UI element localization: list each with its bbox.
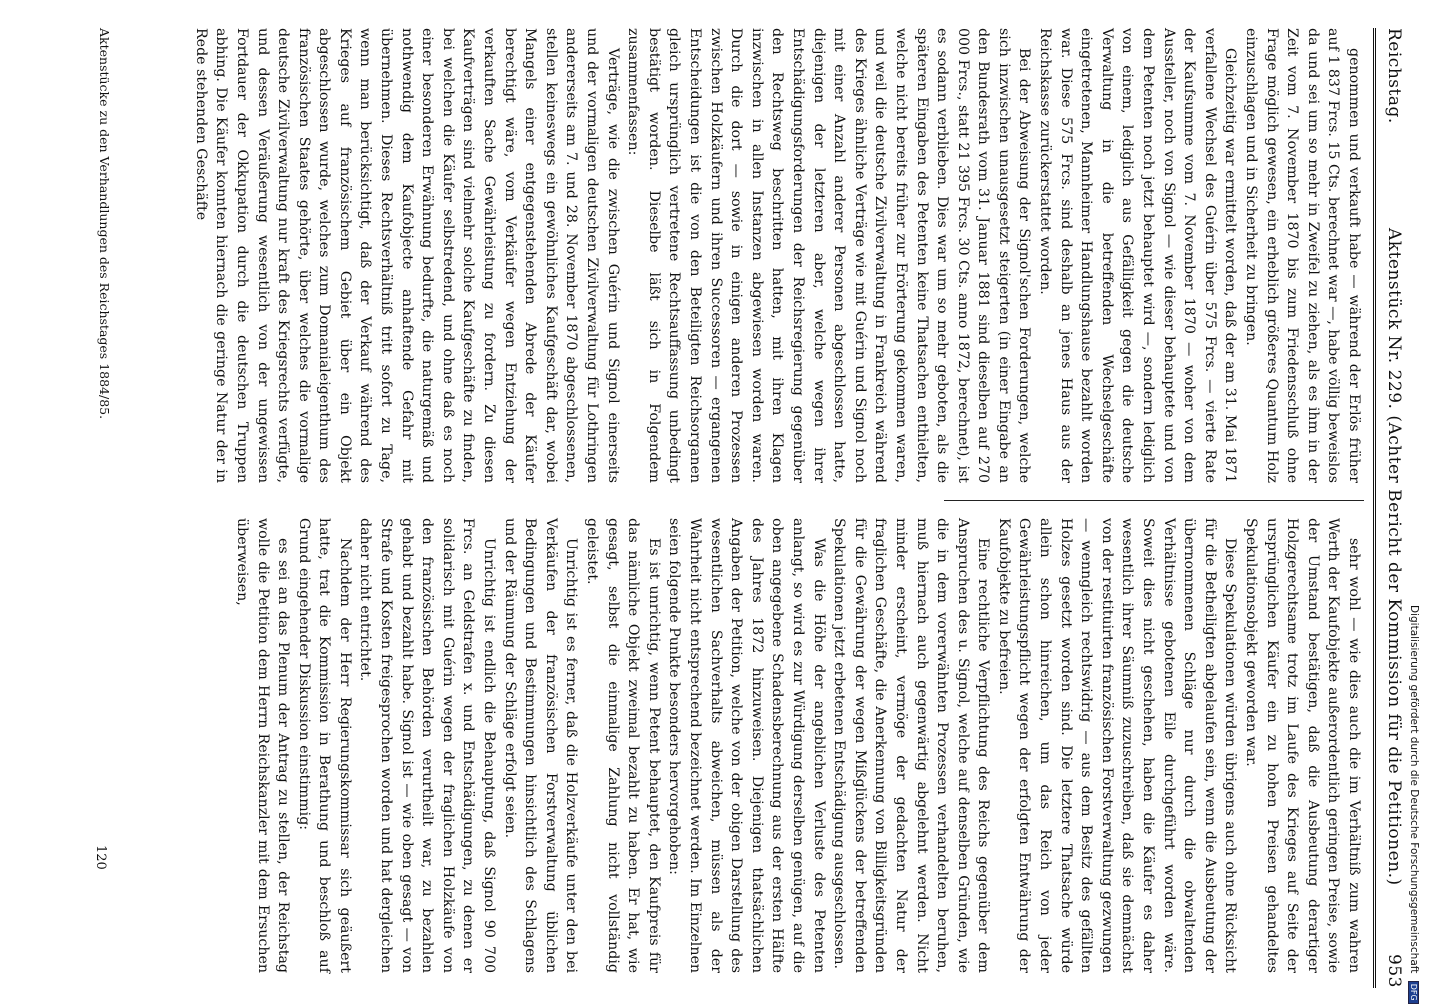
paragraph: Nachdem der Herr Regierungskommissar sich geäußert hatte, trat die Kommission in Berathung und beschloß auf Grund eingehender Diskussion einstimmig: <box>295 518 353 973</box>
footer-note: Aktenstücke zu den Verhandlungen des Reichstages 1884/85. <box>97 28 112 420</box>
paragraph: Eine rechtliche Verpflichtung des Reichs gegenüber dem Anspruchen des u. Signol, welche auf denselben Gründen, wie die in dem vorerwähnten Prozessen verhandelten beruhen, muß hiernach auch gegenwärtig abgelehnt werden. Nicht minder erscheint, vermöge der gedachten Natur der fraglichen Geschäfte, die Anerkennung von Billigkeitsgründen für die Gewährung der wegen Mißglückens der betreffenden Spekulationen jetzt erbetenen Entschädigung ausgeschlossen. <box>831 518 992 973</box>
paragraph: genommen und verkauft habe — während der Erlös früher auf 1 837 Frcs. 15 Cts. berechnet war —, habe völlig beweislos da und sei um so mehr in Zweifel zu ziehen, als es ihm in der Zeit vom 7. November 1870 bis zum Friedensschluß ohne Frage möglich gewesen, ein erheblich größeres Quantum Holz einzuschlagen und in Sicherheit zu bringen. <box>1243 28 1362 483</box>
header-page-number: 953 <box>1384 954 1404 988</box>
paragraph: Was die Höhe der angeblichen Verluste des Petenten anlangt, so wird es zur Würdigung derselben genügen, auf die oben angegebene Schadensberechnung aus der ersten Hälfte des Jahres 1872 hinzuweisen. Diejenigen thatsächlichen Angaben der Petition, welche von der obigen Darstellung des wesentlichen Sachverhalts abweichen, müssen als der Wahrheit nicht entsprechend bezeichnet werden. Im Einzelnen seien folgende Punkte besonders hervorgehoben: <box>666 518 827 973</box>
header-left: Reichstag. <box>1384 28 1404 124</box>
paragraph: Bei der Abweisung der Signol'schen Forderungen, welche sich inzwischen unausgesetzt steigerten (in einer Eingabe an den Bundesrath vom 31. Januar 1881 sind dieselben auf 270 000 Frcs., statt 21 395 Frcs. 30 Cts. anno 1872, berechnet), ist es sodann verblieben. Dies war um so mehr geboten, als die späteren Eingaben des Petenten keine Thatsachen enthielten, welche nicht bereits früher zur Erörterung gekommen waren, und weil die deutsche Zivilverwaltung in Frankreich während des Krieges ähnliche Verträge wie mit Guérin und Signol noch mit einer Anzahl anderer Personen abgeschlossen hatte, diejenigen der letzteren aber, welche wegen ihrer Entschädigungsforderungen der Reichsregierung gegenüber den Rechtsweg beschritten hatten, mit ihren Klagen inzwischen in allen Instanzen abgewiesen worden waren. Durch die dort — sowie in einigen anderen Prozessen zwischen Holzkäufern und ihren Successoren — ergangenen Entscheidungen ist die von den Beteiligten Reichsorganen gleich ursprünglich vertretene Rechtsauffassung unbedingt bestätigt worden. Dieselbe läßt sich in Folgendem zusammenfassen: <box>625 28 1033 483</box>
footer-page-number: 120 <box>93 845 108 870</box>
page-header <box>1376 28 1410 988</box>
text-column-right <box>231 518 1364 973</box>
paragraph: Gleichzeitig war ermittelt worden, daß der am 31. Mai 1871 verfallene Wechsel des Guérin über 575 Frcs. — vierte Rate der Kaufsumme vom 7. November 1870 — woher von dem Aussteller, noch von Signol — wie dieser behauptete und von dem Petenten noch jetzt behauptet wird —, sondern lediglich von einem, lediglich aus Gefälligkeit gegen die deutsche Verwaltung in die betreffenden Wechselgeschäfte eingetretenen, Mannheimer Handlungshause bezahlt worden war. Diese 575 Frcs. sind deshalb an jenes Haus aus der Reichskasse zurückerstattet worden. <box>1037 28 1239 483</box>
document-page <box>100 28 1410 988</box>
column-divider <box>944 500 1364 501</box>
digitization-text: Digitalisierung gefördert durch die Deutsche Forschungsgemeinschaft <box>1408 605 1420 974</box>
header-rule <box>1373 28 1376 988</box>
paragraph: Unrichtig ist endlich die Behauptung, daß Signol 90 700 Frcs. an Geldstrafen x. und Entschädigungen, zu denen er solidarisch mit Guérin wegen der fraglichen Holzkäufe von den französischen Behörden verurtheilt war, zu bezahlen gehabt und bezahlt habe. Signol ist — wie oben gesagt — von Strafe und Kosten freigesprochen worden und hat dergleichen daher nicht entrichtet. <box>357 518 498 973</box>
paragraph: es sei an das Plenum der Antrag zu stellen, der Reichstag wolle die Petition dem Herrn Reichskanzler mit dem Ersuchen überweisen, <box>233 518 292 973</box>
paragraph: sehr wohl — wie dies auch die im Verhältniß zum wahren Werth der Kaufobjekte außerordentlich geringen Preise, sowie der Umstand bestätigen, daß die Ausbeutung derartiger Holzgerechtsame trotz im Laufe des Krieges auf Seite der ursprünglichen Käufer ein zu hohen Preisen gehandeltes Spekulationsobjekt geworden war. <box>1243 518 1362 973</box>
paragraph: Verträge, wie die zwischen Guérin und Signol einerseits und der vormaligen deutschen Zivilverwaltung für Lothringen andererseits am 7. und 28. November 1870 abgeschlossenen, stellen keineswegs ein gewöhnliches Kaufgeschäft dar, wobei Mangels einer entgegenstehenden Abrede der Käufer berechtigt wäre, vom Verkäufer wegen Entziehung der verkauften Sache Gewährleistung zu fordern. Zu diesen Kaufverträgen sind vielmehr solche Kaufgeschäfte zu finden, bei welchen die Käufer selbstredend, und ohne daß es noch einer besonderen Erwähnung bedurfte, die naturgemäß und nothwendig dem Kaufobjecte anhaftende Gefahr mit übernehmen. Dieses Rechtsverhältniß tritt sofort zu Tage, wenn man berücksichtigt, daß der Verkauf während des Krieges auf französischem Gebiet über ein Objekt abgeschlossen wurde, welches zum Domanialeigenthum des französischen Staates gehörte, über welches die vormalige deutsche Zivilverwaltung nur kraft des Kriegsrechts verfügte, und dessen Veräußerung wesentlich von der ungewissen Fortdauer der Okkupation durch die deutschen Truppen abhing. Die Käufer konnten hiernach die geringe Natur der in Rede stehenden Geschäfte <box>192 28 621 483</box>
digitization-credit <box>1408 605 1420 1004</box>
paragraph: Unrichtig ist es ferner, daß die Holzverkäufe unter den bei Verkäufen der französischen Forstverwaltung üblichen Bedingungen und Bestimmungen hinsichtlich des Schlagens und der Räumung der Schläge erfolgt seien. <box>501 518 580 973</box>
header-title: Aktenstück Nr. 229. (Achter Bericht der Kommission für die Petitionen.) <box>1384 228 1404 886</box>
paragraph: Es ist unrichtig, wenn Petent behauptet, den Kaufpreis für das nämliche Objekt zweimal bezahlt zu haben. Er hat, wie gesagt, selbst die einmalige Zahlung nicht vollständig geleistet. <box>584 518 662 973</box>
dfg-logo: DFG <box>1408 981 1419 1004</box>
paragraph: Diese Spekulationen würden übrigens auch ohne Rücksicht für die Betheiligten abgelaufen sein, wenn die Ausbeutung der übernommenen Schläge nur durch die obwaltenden Verhältnisse gebotenen Eile durchgeführt worden wäre. Soweit dies nicht geschehen, haben die Käufer es daher wesentlich ihrer Säumniß zuzuschreiben, daß sie demnächst von der restituirten französischen Forstverwaltung gezwungen — wenngleich rechtswidrig — aus dem Besitz des gefällten Holzes gesetzt worden sind. Die letztere Thatsache würde allein schon hinreichen, um das Reich von jeder Gewährleistungspflicht wegen der erfolgten Entwährung der Kaufobjekte zu befreien. <box>995 518 1239 973</box>
text-column-left <box>190 28 1364 483</box>
